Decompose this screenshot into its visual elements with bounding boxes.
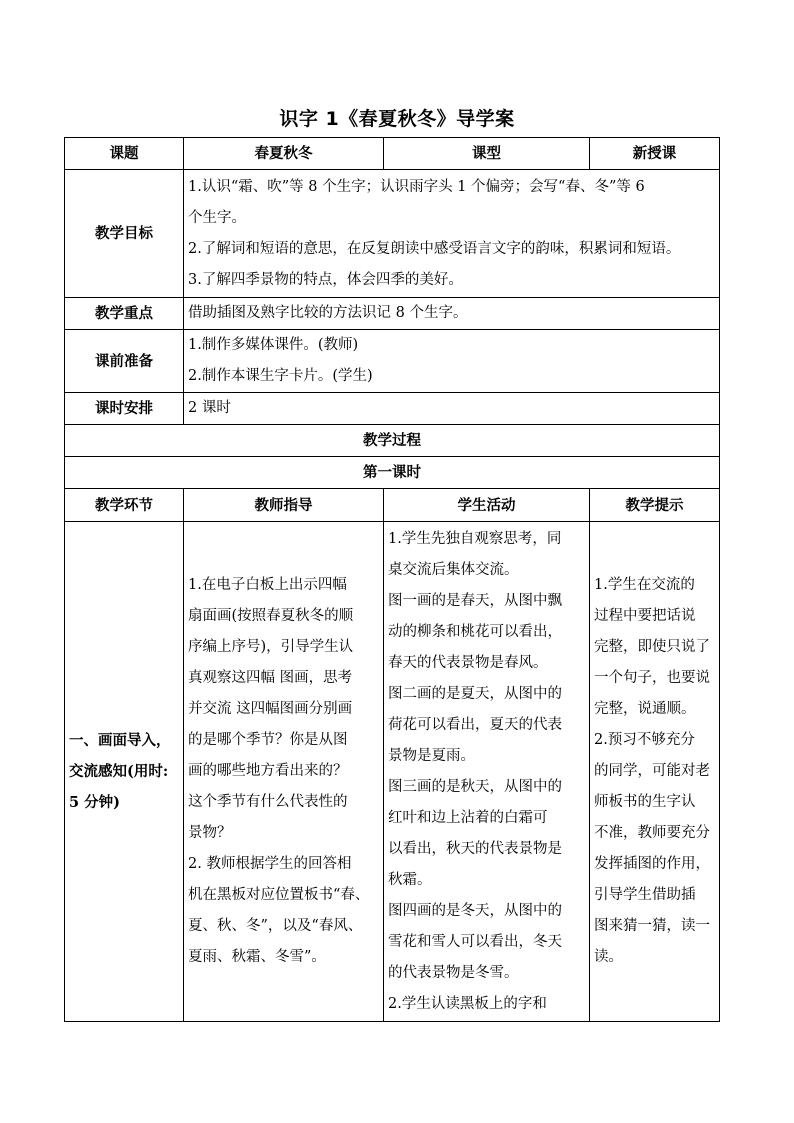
column-tips: 教学提示 [590, 489, 720, 522]
prep-line: 2.制作本课生字卡片。(学生) [188, 368, 373, 384]
student-line: 图二画的是夏天，从图中的 [388, 685, 562, 702]
focus-row [65, 298, 720, 330]
student-line: 春天的代表景物是春风。 [388, 654, 548, 671]
goal-line: 2.了解词和短语的意思，在反复朗读中感受语言文字的韵味，积累词和短语。 [188, 240, 681, 257]
stage-line: 一、画面导入， [69, 732, 171, 749]
teacher-line: 1.在电子白板上出示四幅 [188, 577, 347, 593]
tip-line: 1.学生在交流的 [594, 577, 695, 593]
process-row [65, 425, 720, 457]
stage-cell [65, 522, 184, 1022]
tip-line: 完整，说通顺。 [594, 701, 696, 717]
tip-line: 一个句子，也要说 [594, 670, 710, 686]
teacher-line: 真观察这四幅 图画，思考 [188, 670, 353, 686]
prep-line: 1.制作多媒体课件。(教师) [188, 337, 359, 353]
stage-line: 交流感知(用时: [69, 763, 169, 780]
lesson-type-label: 课型 [384, 138, 590, 170]
teacher-line: 扇面画(按照春夏秋冬的顺 [188, 608, 354, 624]
hours-content: 2 课时 [184, 393, 720, 425]
student-line: 2.学生认读黑板上的字和 [388, 995, 547, 1012]
hours-label: 课时安排 [65, 393, 184, 425]
teacher-line: 序编上序号)，引导学生认 [188, 639, 354, 655]
student-line: 荷花可以看出，夏天的代表 [388, 716, 562, 733]
hours-row [65, 393, 720, 425]
student-activity-cell [384, 522, 590, 1022]
tip-line: 2.预习不够充分 [594, 732, 695, 748]
column-student: 学生活动 [384, 489, 590, 522]
topic-value: 春夏秋冬 [184, 138, 384, 170]
goal-line: 个生字。 [188, 209, 246, 226]
teacher-line: 2. 教师根据学生的回答相 [188, 856, 352, 872]
teacher-line: 夏雨、秋霜、冬雪”。 [188, 949, 326, 965]
prep-label: 课前准备 [65, 330, 184, 393]
student-line: 秋霜。 [388, 871, 432, 888]
student-line: 的代表景物是冬雪。 [388, 964, 519, 981]
student-line: 以看出，秋天的代表景物是 [388, 840, 562, 857]
columns-row [65, 489, 720, 522]
prep-row [65, 330, 720, 393]
tip-line: 图来猜一猜，读一 [594, 918, 710, 934]
student-line: 动的柳条和桃花可以看出， [388, 623, 562, 640]
tip-line: 过程中要把话说 [594, 608, 696, 624]
student-line: 桌交流后集体交流。 [388, 561, 519, 578]
teacher-guidance-cell [184, 522, 384, 1022]
header-row [65, 138, 720, 170]
teacher-line: 机在黑板对应位置板书“春、 [188, 887, 370, 903]
lesson-type-value: 新授课 [590, 138, 720, 170]
teacher-line: 夏、秋、冬”，以及“春风、 [188, 918, 363, 934]
goals-row [65, 170, 720, 298]
goal-line: 1.认识“霜、吹”等 8 个生字；认识雨字头 1 个偏旁；会写“春、冬”等 6 [188, 178, 645, 195]
stage-row [65, 522, 720, 1022]
tip-line: 师板书的生字认 [594, 794, 696, 810]
focus-label: 教学重点 [65, 298, 184, 330]
tip-line: 不准，教师要充分 [594, 825, 710, 841]
stage-line: 5 分钟) [69, 794, 120, 811]
student-line: 景物是夏雨。 [388, 747, 475, 764]
tip-line: 读。 [594, 949, 623, 965]
teacher-line: 画的哪些地方看出来的？ [188, 763, 348, 779]
tip-line: 引导学生借助插 [594, 887, 696, 903]
student-line: 图一画的是春天，从图中飘 [388, 592, 562, 609]
tip-line: 完整，即使只说了 [594, 639, 710, 655]
goals-label: 教学目标 [65, 170, 184, 298]
teacher-line: 景物？ [188, 825, 232, 841]
student-line: 图三画的是秋天，从图中的 [388, 778, 562, 795]
tip-line: 发挥插图的作用， [594, 856, 710, 872]
teacher-line: 并交流 这四幅图画分别画 [188, 701, 353, 717]
goals-content [184, 170, 720, 298]
teacher-line: 这个季节有什么代表性的 [188, 794, 348, 810]
column-teacher: 教师指导 [184, 489, 384, 522]
tip-line: 的同学，可能对老 [594, 763, 710, 779]
teacher-line: 的是哪个季节？你是从图 [188, 732, 348, 748]
student-line: 雪花和雪人可以看出，冬天 [388, 933, 562, 950]
column-stage: 教学环节 [65, 489, 184, 522]
focus-content: 借助插图及熟字比较的方法识记 8 个生字。 [184, 298, 720, 330]
teaching-tips-cell [590, 522, 720, 1022]
lesson-row [65, 457, 720, 489]
student-line: 图四画的是冬天，从图中的 [388, 902, 562, 919]
page-title: 识字 1《春夏秋冬》导学案 [279, 108, 515, 130]
student-line: 1.学生先独自观察思考，同 [388, 530, 562, 547]
topic-label: 课题 [65, 138, 184, 170]
lesson-plan-table [64, 137, 720, 1022]
goal-line: 3.了解四季景物的特点，体会四季的美好。 [188, 271, 463, 288]
student-line: 红叶和边上沾着的白霜可 [388, 809, 548, 826]
process-title: 教学过程 [65, 425, 720, 457]
prep-content [184, 330, 720, 393]
lesson-title: 第一课时 [65, 457, 720, 489]
